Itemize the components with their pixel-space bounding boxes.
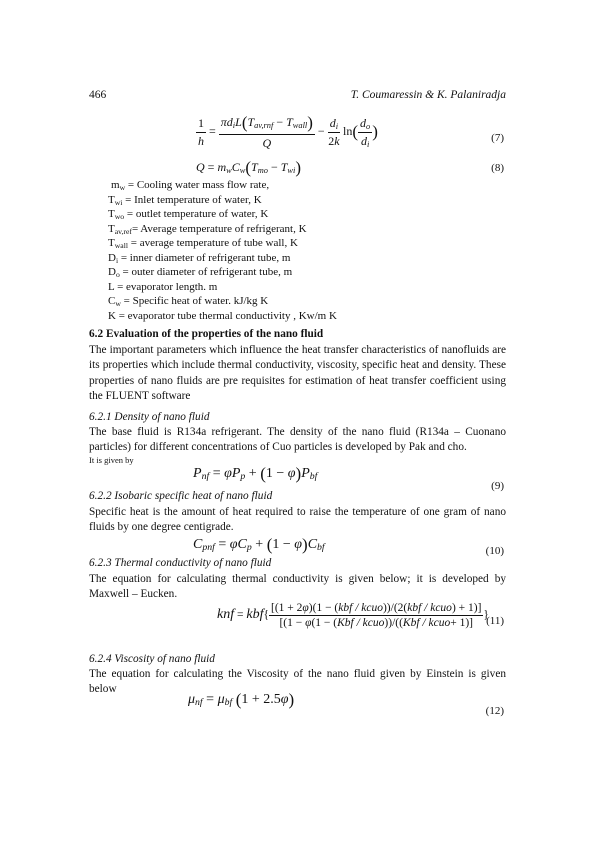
running-header-authors: T. Coumaressin & K. Palaniradja — [350, 89, 506, 101]
section-6-2-3-paragraph: The equation for calculating thermal conductivity is given below; it is developed by Maxwell – Eucken. — [89, 573, 506, 601]
eq7-fraction-ratio: $\frac{d_o}{d_i}$ — [360, 115, 371, 149]
equation-7-number: (7) — [491, 132, 504, 144]
symbol-letter: m — [111, 179, 120, 191]
symbol-subscript: wall — [114, 241, 128, 250]
symbol-letter: T — [108, 193, 115, 206]
equation-11-number: (11) — [486, 615, 504, 627]
section-heading-6-2-4: 6.2.4 Viscosity of nano fluid — [89, 653, 215, 665]
symbol-definition — [108, 223, 307, 236]
section-6-2-1-note: It is given by — [89, 455, 134, 465]
section-heading-6-2-3: 6.2.3 Thermal conductivity of nano fluid — [89, 557, 272, 569]
equation-7: $\frac{1}{h}$ = $\frac{\pi d_iL(T_{av,rnf} - T_{wall})}{Q}$ − $\frac{d_i}{2k}$ ln( $\frac{d_o}{d_i}$ ) — [198, 113, 378, 150]
eq11-fraction: $\frac{\text{[(1 + 2φ)(1 − (kbf / kcuo))/(2(kbf / kcuo) + 1)]}}{\text{[(1 − φ(1 − (Kbf / kcuo))/((Kbf / kcuo+ 1)]}}$ — [271, 602, 482, 629]
page-number: 466 — [89, 89, 107, 101]
symbol-letter: D — [108, 266, 116, 278]
symbol-letter: K — [108, 309, 116, 322]
symbol-description: = outer diameter of refrigerant tube, m — [119, 266, 293, 278]
symbol-subscript: wi — [114, 197, 123, 207]
section-6-2-1-paragraph: The base fluid is R134a refrigerant. The density of the nano fluid (R134a – Cuonano particles) for different concentrations of Cuo particles is developed by Pak and cho. — [89, 426, 506, 454]
symbol-definition — [108, 237, 298, 250]
symbol-description: = evaporator length. m — [114, 280, 218, 293]
equation-12-number: (12) — [485, 705, 504, 717]
symbol-definition — [108, 252, 290, 265]
eq7-fraction-d2k: $\frac{d_i}{2k}$ — [328, 115, 340, 148]
equation-12: $\mu_{nf} = \mu_{bf}$ (1 + 2.5φ) — [188, 690, 295, 709]
symbol-description: = outlet temperature of water, K — [124, 208, 269, 220]
eq7-fraction-main: $\frac{\pi d_iL(T_{av,rnf} - T_{wall})}{Q}$ — [220, 113, 313, 150]
symbol-subscript: o — [115, 270, 120, 279]
symbol-definition — [108, 266, 292, 279]
symbol-description: = average temperature of tube wall, K — [127, 237, 298, 249]
section-6-2-2-paragraph: Specific heat is the amount of heat required to raise the temperature of one gram of nano fluids by one degree centigrade. — [89, 506, 506, 534]
symbol-description: = Inlet temperature of water, K — [122, 193, 262, 206]
section-6-2-4-paragraph: The equation for calculating the Viscosity of the nano fluid given by Einstein is given below — [89, 668, 506, 696]
eq7-fraction-1h: $\frac{1}{h}$ — [198, 115, 204, 148]
symbol-definition — [108, 208, 268, 221]
equation-9-number: (9) — [491, 480, 504, 492]
equation-9: $P_{nf} = \varphi P_p + (1 - \varphi)P_{bf}$ — [193, 464, 318, 483]
equation-8: $Q = m_wC_w(T_{mo} - T_{wi})$ — [196, 158, 301, 177]
symbol-definition — [108, 281, 217, 293]
symbol-subscript: w — [119, 183, 126, 192]
symbol-description: = Cooling water mass flow rate, — [125, 179, 270, 191]
symbol-definition — [108, 295, 268, 308]
symbol-definition — [108, 310, 337, 322]
equation-8-number: (8) — [491, 162, 504, 174]
section-heading-6-2-1: 6.2.1 Density of nano fluid — [89, 411, 210, 423]
symbol-definition — [111, 179, 269, 192]
equation-10: $C_{pnf} = \varphi C_p + (1 - \varphi)C_{bf}$ — [193, 535, 325, 554]
section-6-2-paragraph: The important parameters which influence the heat transfer characteristics of nanofluids are its properties which include thermal conductivity, viscosity, specific heat and density. These properties of nano fluids are pre requisites for estimation of heat transfer coefficient using the FLUENT software — [89, 344, 506, 402]
symbol-description: = Specific heat of water. kJ/kg K — [120, 295, 269, 307]
symbol-definition — [108, 194, 262, 207]
symbol-description: = inner diameter of refrigerant tube, m — [118, 251, 291, 264]
symbol-letter: C — [108, 295, 116, 307]
section-heading-6-2: 6.2 Evaluation of the properties of the nano fluid — [89, 328, 324, 340]
symbol-letter: T — [108, 237, 115, 249]
equation-10-number: (10) — [485, 545, 504, 557]
symbol-description: = Average temperature of refrigerant, K — [131, 222, 307, 235]
symbol-subscript: wo — [114, 212, 125, 221]
symbol-description: = evaporator tube thermal conductivity , Kw/m K — [115, 309, 337, 322]
symbol-letter: L — [108, 280, 115, 293]
symbol-subscript: av,ref — [114, 226, 132, 236]
section-heading-6-2-2: 6.2.2 Isobaric specific heat of nano fluid — [89, 490, 273, 502]
symbol-letter: D — [108, 251, 116, 264]
symbol-letter: T — [108, 208, 115, 220]
symbol-subscript: w — [115, 299, 121, 308]
symbol-subscript: i — [115, 255, 119, 265]
symbol-letter: T — [108, 222, 115, 235]
equation-11: knf = kbf{ $\frac{\text{[(1 + 2φ)(1 − (kbf / kcuo))/(2(kbf / kcuo) + 1)]}}{\text{[(1 − φ(1 − (Kbf / kcuo))/((Kbf / kcuo+ 1)]}}$ } — [217, 602, 489, 629]
